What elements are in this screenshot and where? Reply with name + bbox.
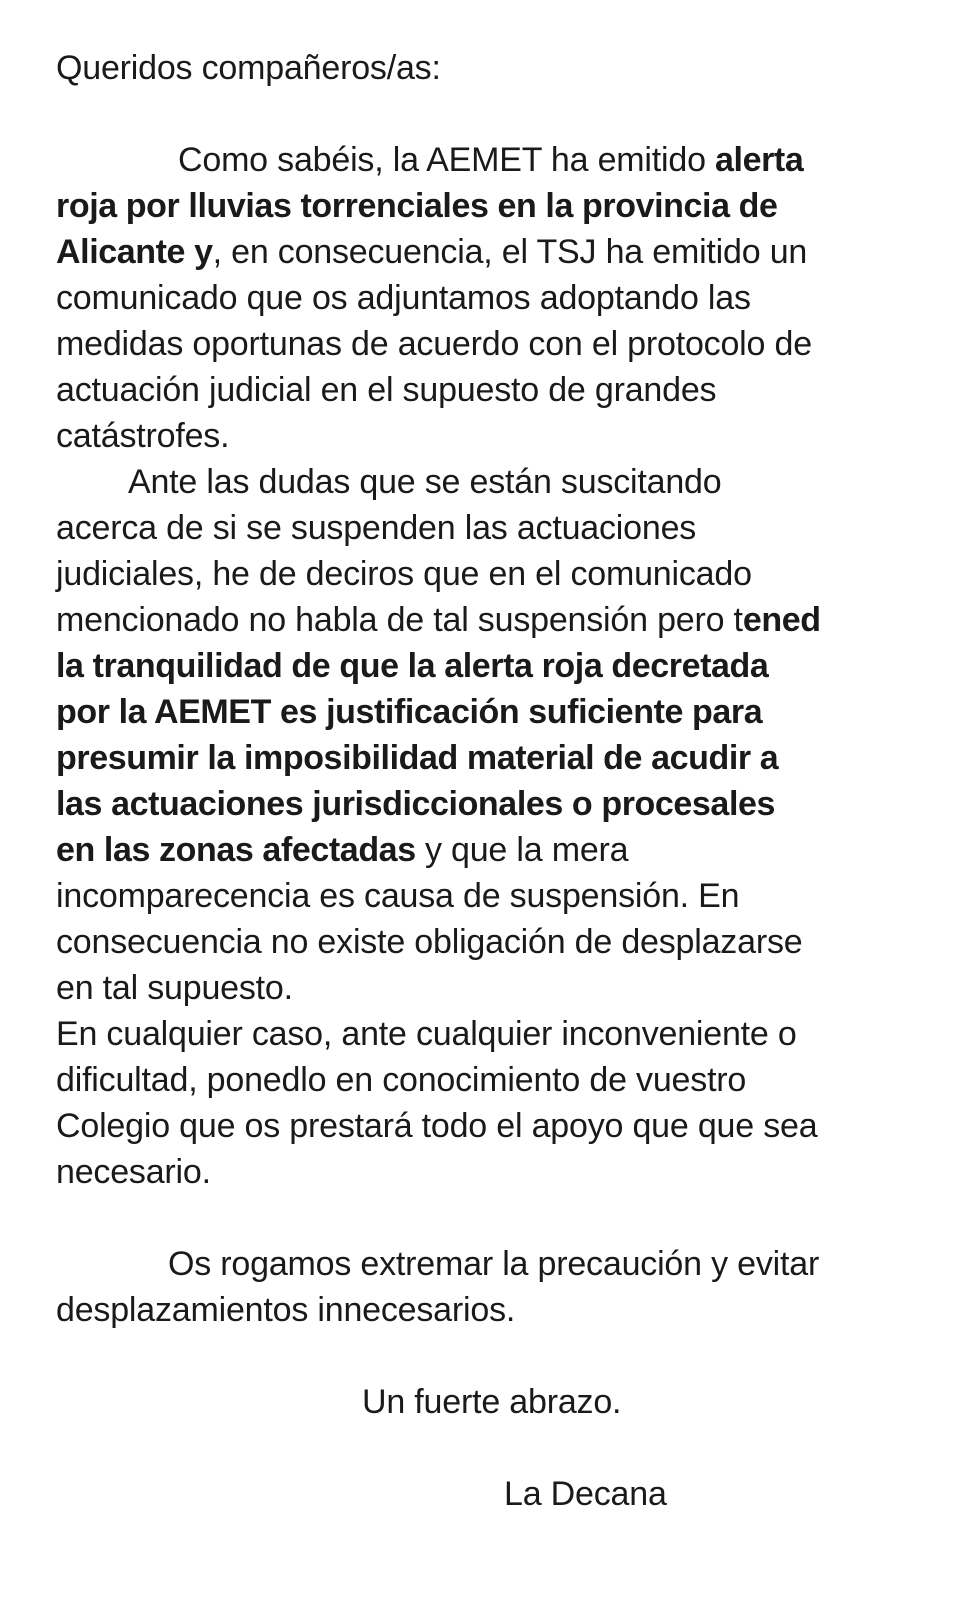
text: Como sabéis, la AEMET ha emitido [178, 141, 716, 179]
text: y que la mera [415, 831, 629, 869]
paragraph-2-line-5 [56, 643, 768, 689]
paragraph-2-line-9 [56, 827, 628, 873]
paragraph-2-line-12: en tal supuesto. [56, 969, 293, 1007]
paragraph-3-line-4: necesario. [56, 1153, 211, 1191]
bold-text: roja por lluvias torrenciales en la provincia de [56, 187, 778, 225]
bold-text: la tranquilidad de que la alerta roja decretada [56, 647, 769, 685]
paragraph-2-line-11: consecuencia no existe obligación de desplazarse [56, 923, 803, 961]
greeting: Queridos compañeros/as: [56, 49, 441, 87]
bold-text: ened [742, 601, 821, 639]
paragraph-3-line-1: En cualquier caso, ante cualquier inconveniente o [56, 1015, 797, 1053]
paragraph-1-line-5: medidas oportunas de acuerdo con el protocolo de [56, 325, 812, 363]
bold-text: por la AEMET es justificación suficiente para [56, 693, 763, 731]
paragraph-2-line-4 [56, 597, 821, 643]
paragraph-2-line-7 [56, 735, 778, 781]
paragraph-4-line-2: desplazamientos innecesarios. [56, 1291, 516, 1329]
bold-text: las actuaciones jurisdiccionales o procesales [56, 785, 776, 823]
paragraph-3-line-2: dificultad, ponedlo en conocimiento de vuestro [56, 1061, 747, 1099]
closing: Un fuerte abrazo. [362, 1383, 622, 1421]
paragraph-1-line-1 [178, 137, 803, 183]
paragraph-2-line-8 [56, 781, 775, 827]
paragraph-2-line-10: incomparecencia es causa de suspensión. En [56, 877, 740, 915]
paragraph-3-line-3: Colegio que os prestará todo el apoyo que que sea [56, 1107, 818, 1145]
letter-body [56, 0, 916, 1600]
paragraph-1-line-3 [56, 229, 807, 275]
bold-text: en las zonas afectadas [56, 831, 416, 869]
paragraph-4-line-1: Os rogamos extremar la precaución y evitar [168, 1245, 820, 1283]
paragraph-1-line-4: comunicado que os adjuntamos adoptando las [56, 279, 751, 317]
bold-text: alerta [715, 141, 804, 179]
signature: La Decana [504, 1475, 667, 1513]
paragraph-2-line-1: Ante las dudas que se están suscitando [128, 463, 722, 501]
text: , en consecuencia, el TSJ ha emitido un [212, 233, 808, 271]
paragraph-1-line-2 [56, 183, 778, 229]
bold-text: presumir la imposibilidad material de acudir a [56, 739, 779, 777]
paragraph-2-line-6 [56, 689, 762, 735]
paragraph-1-line-6: actuación judicial en el supuesto de grandes [56, 371, 717, 409]
paragraph-2-line-3: judiciales, he de deciros que en el comunicado [56, 555, 752, 593]
bold-text: Alicante y [56, 233, 213, 271]
paragraph-2-line-2: acerca de si se suspenden las actuaciones [56, 509, 697, 547]
paragraph-1-line-7: catástrofes. [56, 417, 230, 455]
text: mencionado no habla de tal suspensión pero t [56, 601, 743, 639]
